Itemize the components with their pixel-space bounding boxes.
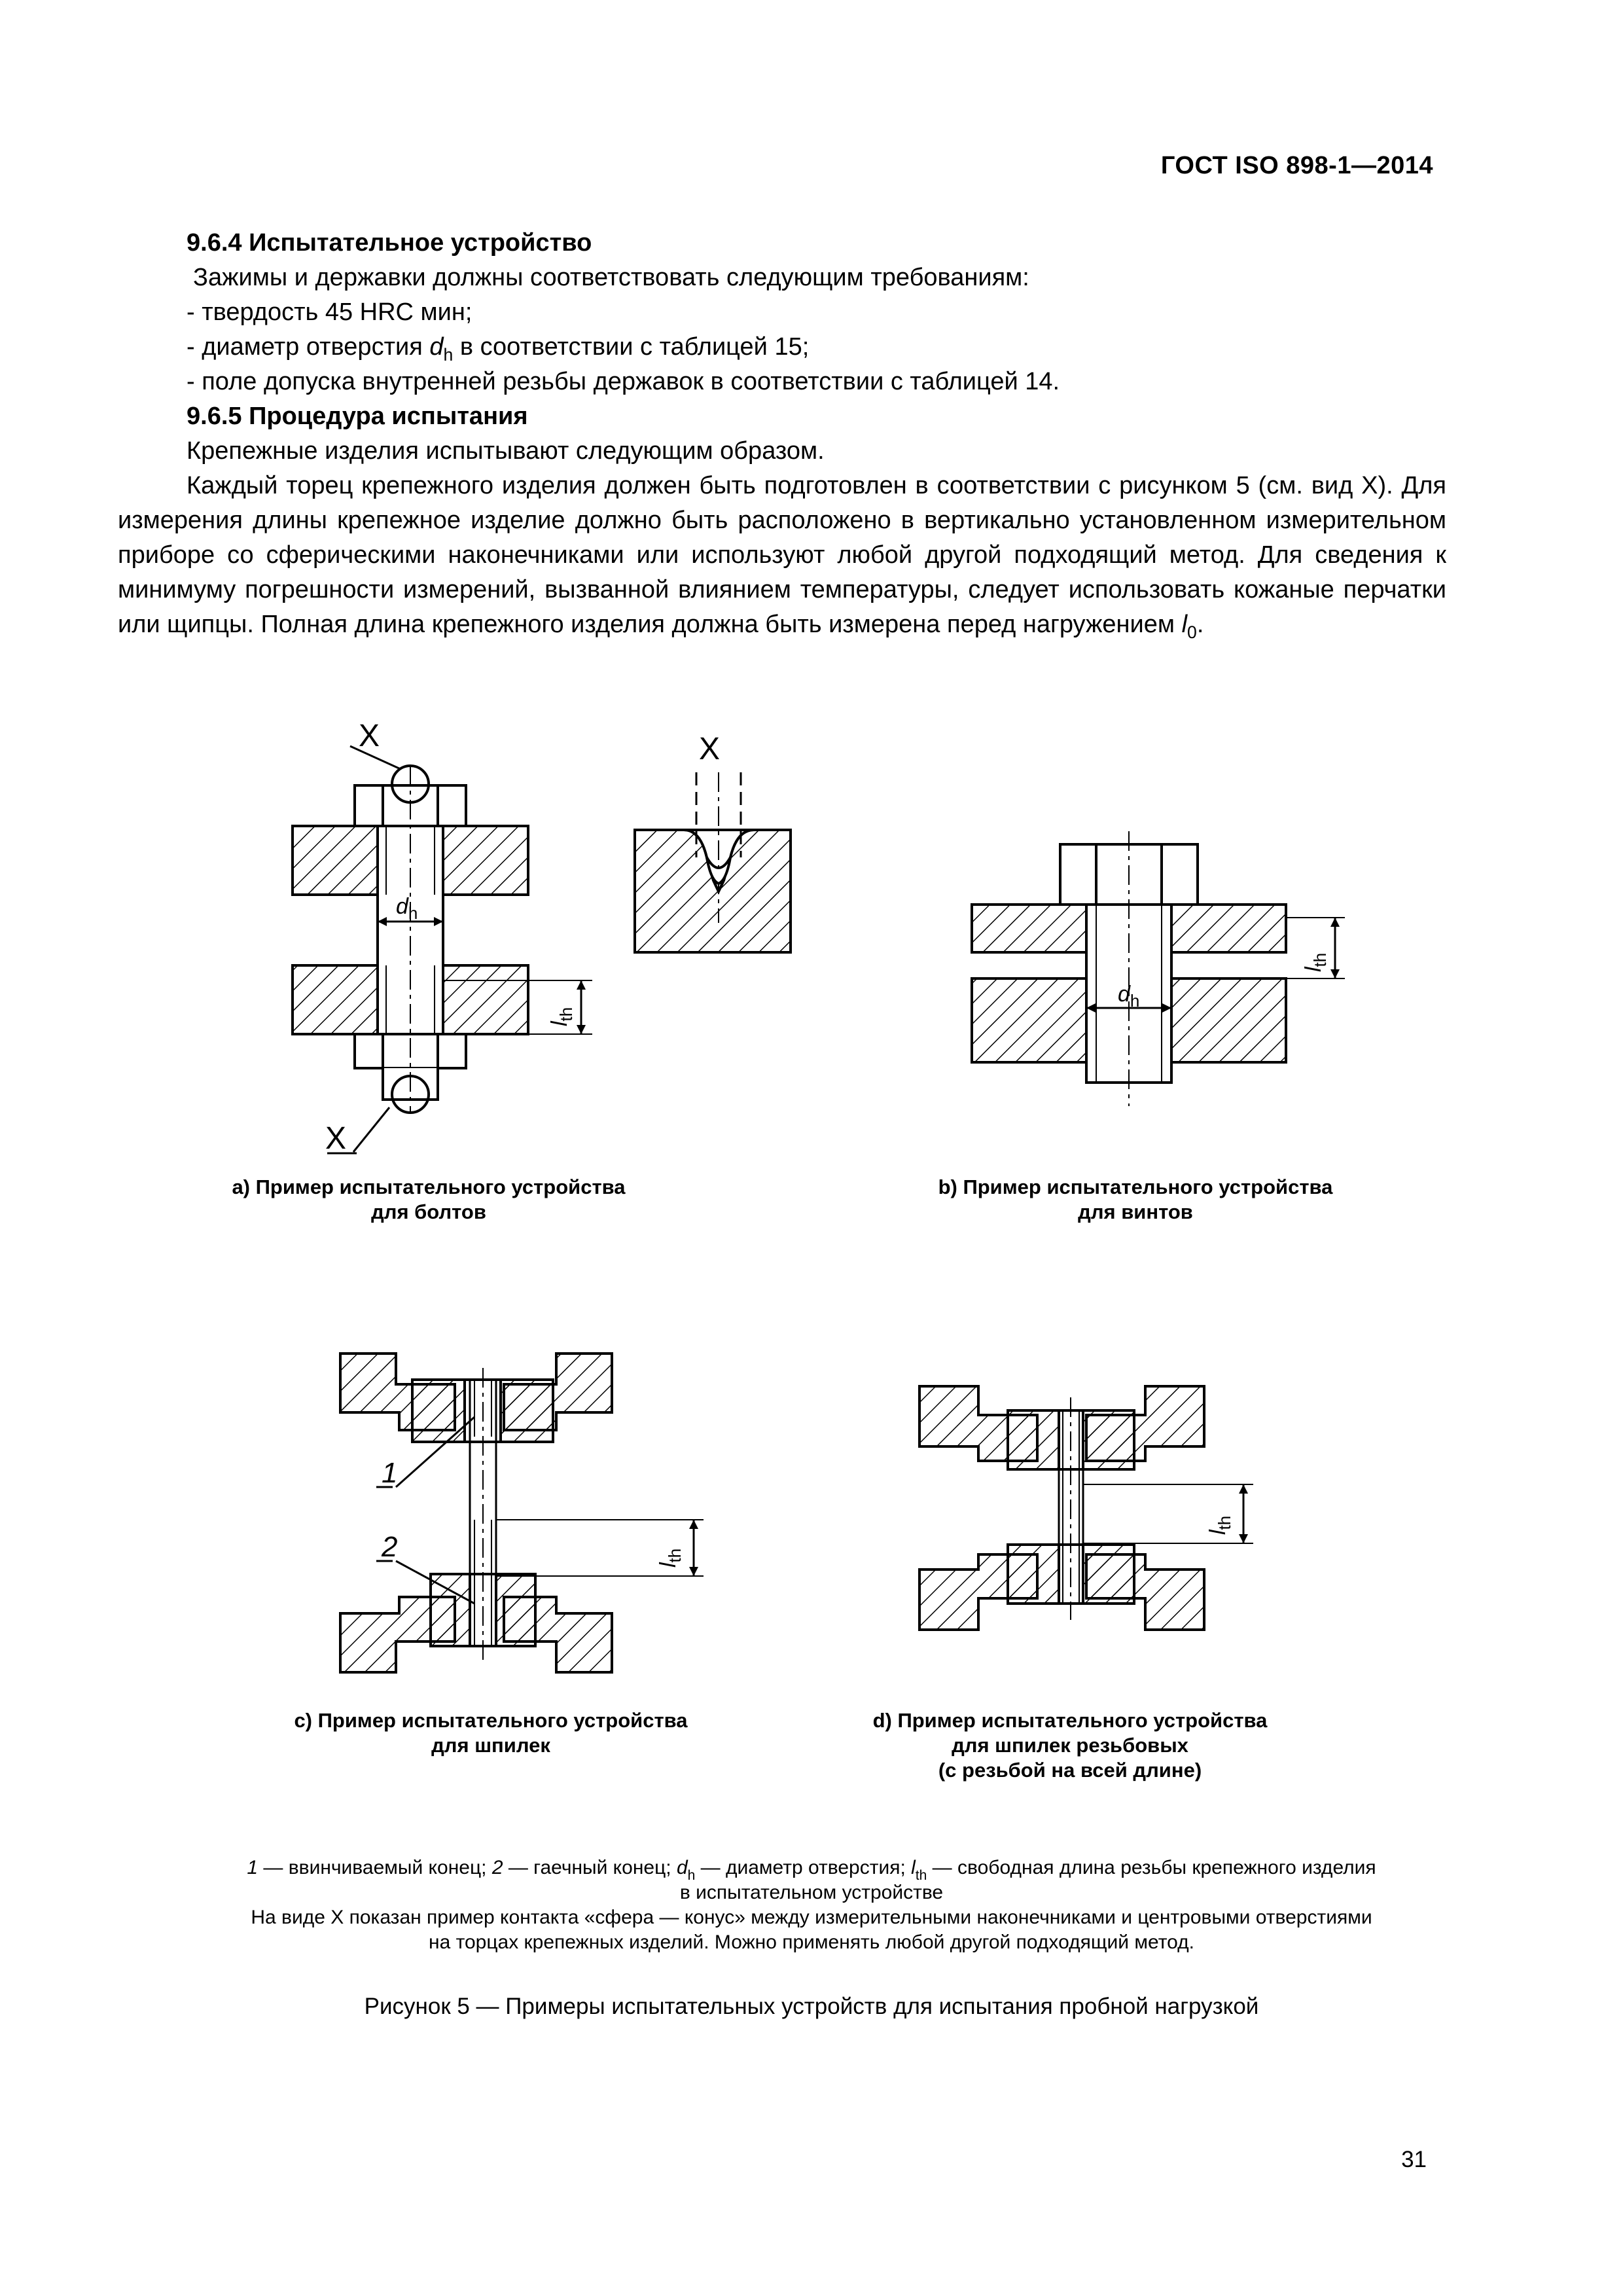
label-x-top: X <box>359 719 380 753</box>
label-lth-a: $l_{th}$ <box>547 1007 576 1026</box>
body-text <box>118 226 1446 642</box>
paragraph-procedure: Крепежные изделия испытывают следующим образом. <box>187 437 825 465</box>
figure-5-drawings <box>0 707 1623 1833</box>
paragraph-preparation: Каждый торец крепежного изделия должен быть подготовлен в соответствии с рисунком 5 (см. вид X). Для измерения длины крепежное изделие должно быть расположено в вертикально установленном измерительном приборе со сферическими наконечниками или используют любой другой подходящий метод. Для сведения к минимуму погрешности измерений, вызванной влиянием температуры, следует использовать кожаные перчатки или щипцы. Полная длина крепежного изделия должна быть измерена перед нагружением $l_0$. <box>118 472 1446 642</box>
heading-9-6-5: 9.6.5 Процедура испытания <box>187 403 528 430</box>
drawing-a-bolt <box>293 746 592 1153</box>
label-lth-d: $l_{th}$ <box>1205 1515 1234 1535</box>
heading-9-6-4: 9.6.4 Испытательное устройство <box>187 229 592 257</box>
figure-title: Рисунок 5 — Примеры испытательных устройств для испытания пробной нагрузкой <box>364 1994 1259 2019</box>
drawing-detail-x <box>635 772 791 952</box>
label-dh-b: $d_h$ <box>1118 982 1140 1011</box>
list-item-tolerance: - поле допуска внутренней резьбы державок в соответствии с таблицей 14. <box>187 368 1060 395</box>
page-number: 31 <box>1401 2147 1427 2172</box>
label-lth-c: $l_{th}$ <box>656 1548 685 1568</box>
caption-a: a) Пример испытательного устройства для болтов <box>232 1175 626 1223</box>
label-dh-a: $d_h$ <box>396 894 418 923</box>
drawing-d-threaded-stud <box>919 1386 1253 1630</box>
label-x-bottom: X <box>325 1121 347 1156</box>
legend-note-1: На виде X показан пример контакта «сфера — конус» между измерительными наконечниками и центровыми отверстиями <box>251 1907 1372 1928</box>
caption-b: b) Пример испытательного устройства для винтов <box>938 1175 1333 1223</box>
label-1: 1 <box>382 1457 398 1489</box>
label-2: 2 <box>382 1531 398 1563</box>
drawing-c-stud <box>340 1354 704 1672</box>
label-lth-b: $l_{th}$ <box>1301 952 1330 972</box>
caption-d: d) Пример испытательного устройства для шпилек резьбовых (с резьбой на всей длине) <box>872 1709 1268 1782</box>
legend-line-2: в испытательном устройстве <box>679 1882 944 1903</box>
list-item-hardness: - твердость 45 HRC мин; <box>187 298 473 326</box>
caption-c: c) Пример испытательного устройства для шпилек <box>294 1709 688 1757</box>
legend-note-2: на торцах крепежных изделий. Можно применять любой другой подходящий метод. <box>429 1931 1194 1953</box>
label-x-detail: X <box>699 732 721 766</box>
figure-legend <box>118 1856 1505 1955</box>
drawing-b-screw <box>972 831 1345 1106</box>
paragraph-intro: Зажимы и державки должны соответствовать следующим требованиям: <box>193 264 1029 291</box>
document-header: ГОСТ ISO 898-1—2014 <box>1160 152 1433 179</box>
list-item-diameter: - диаметр отверстия $d_h$ в соответствии с таблицей 15; <box>187 333 810 365</box>
legend-line-1: 1 — ввинчиваемый конец; 2 — гаечный конец; $d_h$ — диаметр отверстия; $l_{th}$ — свободная длина резьбы крепежного изделия <box>247 1857 1376 1883</box>
